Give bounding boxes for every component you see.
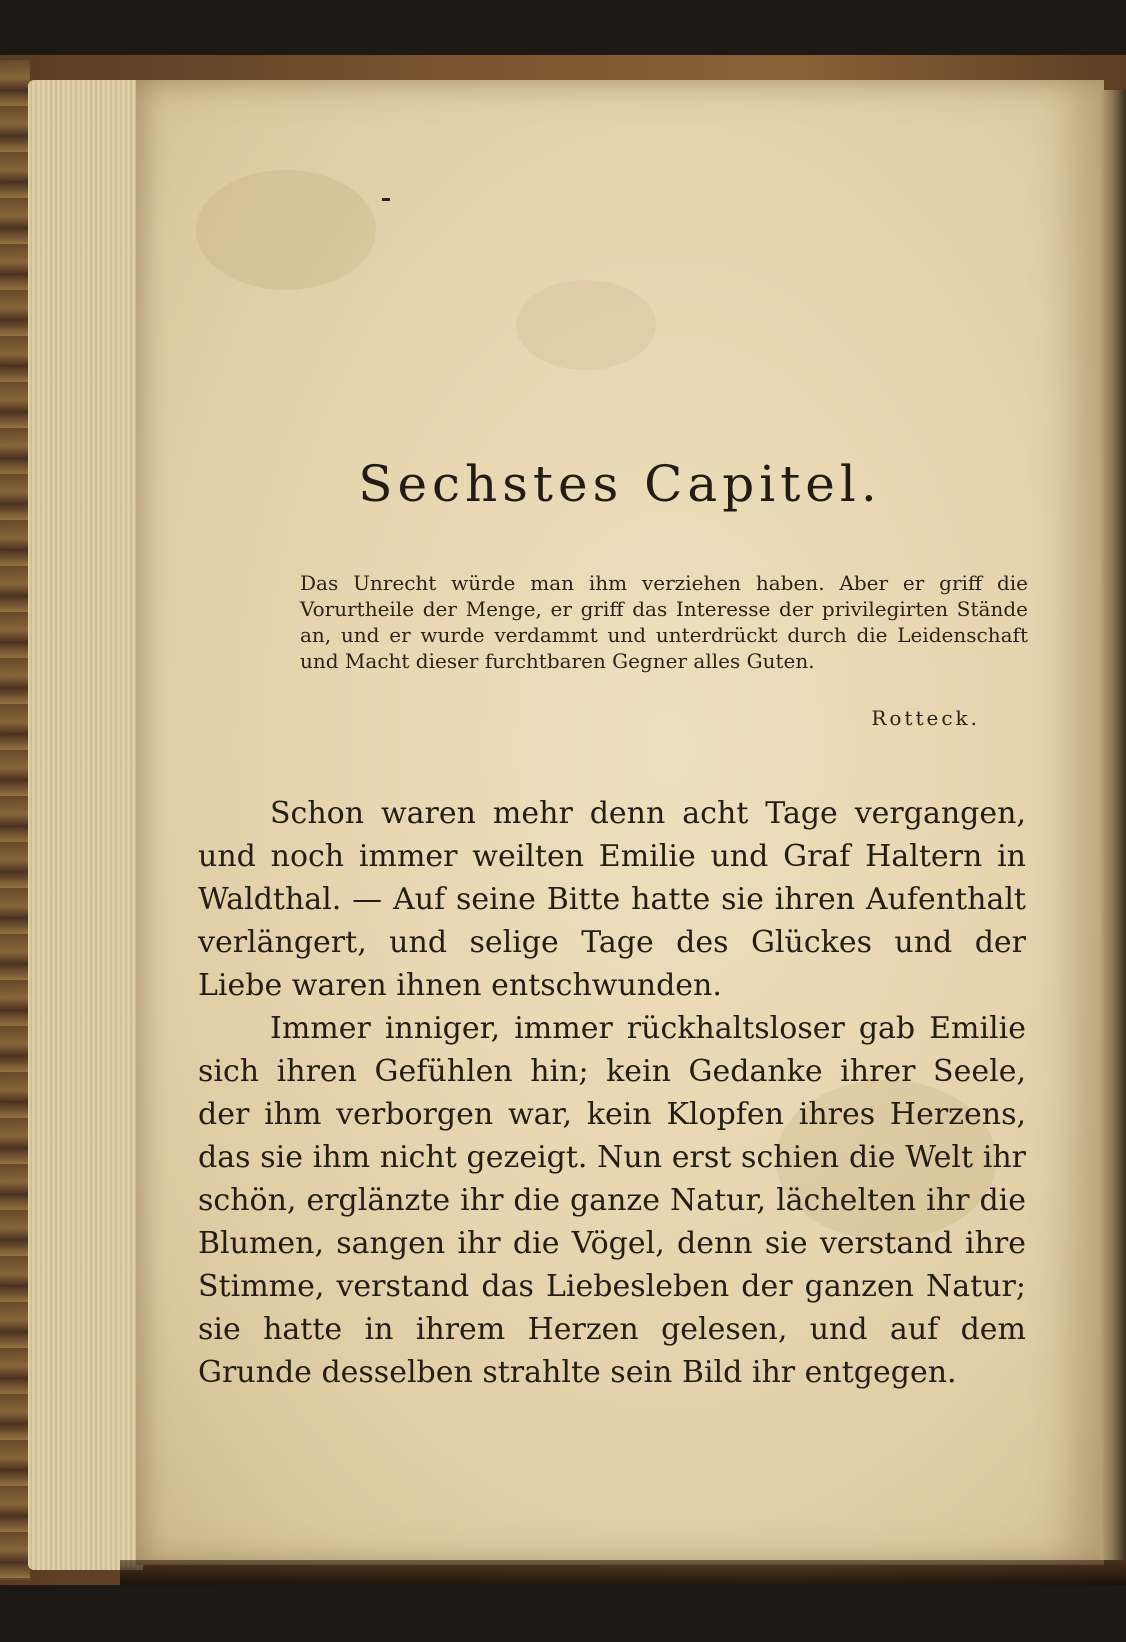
body-paragraph: Schon waren mehr denn acht Tage vergangen, und noch immer weilten Emilie und Graf Haltern in Waldthal. — Auf seine Bitte hatte sie ihren Aufenthalt verlängert, und selige Tage des Glückes und der Liebe waren ihnen entschwunden. (198, 796, 1026, 1003)
chapter-title: Sechstes Capitel. (358, 455, 882, 513)
epigraph-text: Das Unrecht würde man ihm verziehen haben. Aber er griff die Vorurtheile der Menge, er griff das Interesse der privilegirten Stände an, und er wurde verdammt und unterdrückt durch die Leidenschaft und Macht dieser furchtbaren Gegner alles Guten. (300, 571, 1028, 673)
book-spine-edge (0, 60, 30, 1580)
chapter-body (198, 792, 1026, 1394)
bottom-shadow (120, 1560, 1126, 1585)
paper-stain (196, 170, 376, 290)
ink-speck (382, 198, 390, 201)
body-paragraph: Immer inniger, immer rückhaltsloser gab Emilie sich ihren Gefühlen hin; kein Gedanke ihrer Seele, der ihm verborgen war, kein Klopfen ihres Herzens, das sie ihm nicht gezeigt. Nun erst schien die Welt ihr schön, erglänzte ihr die ganze Natur, lächelten ihr die Blumen, sangen ihr die Vögel, denn sie verstand ihre Stimme, verstand das Liebesleben der ganzen Natur; sie hatte in ihrem Herzen gelesen, und auf dem Grunde desselben strahlte sein Bild ihr entgegen. (198, 1011, 1026, 1390)
page-edges (28, 80, 143, 1570)
paper-stain (516, 280, 656, 370)
page-right-edge (1100, 90, 1126, 1560)
epigraph-author: Rotteck. (871, 706, 980, 730)
